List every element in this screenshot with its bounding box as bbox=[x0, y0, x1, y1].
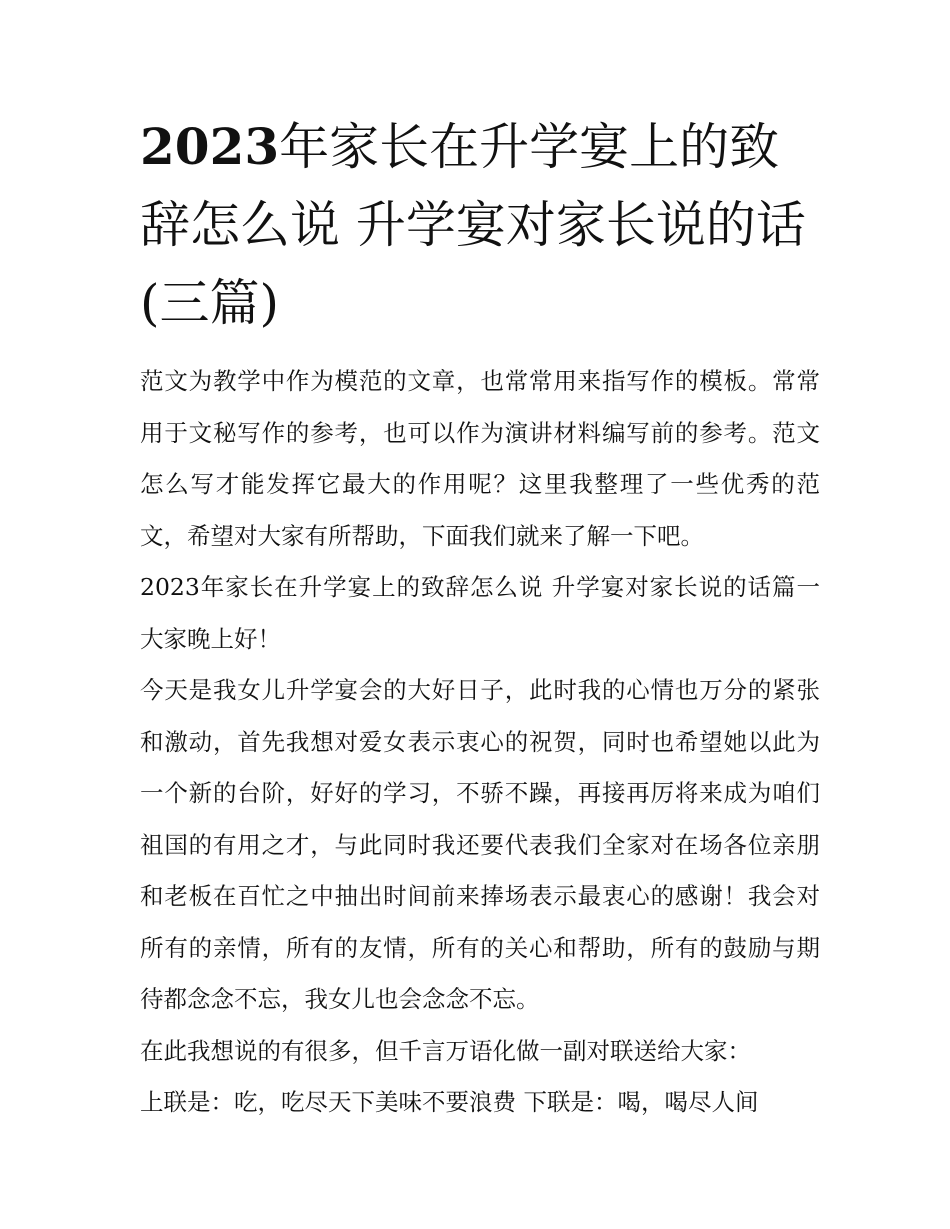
document-title bbox=[140, 108, 820, 342]
paragraph-couplet-intro: 在此我想说的有很多，但千言万语化做一副对联送给大家： bbox=[140, 1036, 751, 1065]
paragraph-intro: 范文为教学中作为模范的文章，也常常用来指写作的模板。常常用于文秘写作的参考，也可以作为演讲材料编写前的参考。范文怎么写才能发挥它最大的作用呢？这里我整理了一些优秀的范文，希望对大家有所帮助，下面我们就来了解一下吧。 bbox=[140, 367, 820, 550]
document-page bbox=[140, 108, 820, 1129]
paragraph-couplet: 上联是：吃，吃尽天下美味不要浪费 下联是：喝，喝尽人间 bbox=[140, 1088, 759, 1116]
paragraph-section-heading: 2023年家长在升学宴上的致辞怎么说 升学宴对家长说的话篇一 大家晚上好！ bbox=[140, 573, 820, 653]
title-text: 年家长在升学宴上的致辞怎么说 升学宴对家长说的话(三篇) bbox=[140, 118, 806, 332]
document-body bbox=[140, 356, 820, 1129]
paragraph-speech: 今天是我女儿升学宴会的大好日子，此时我的心情也万分的紧张和激动，首先我想对爱女表示衷心的祝贺，同时也希望她以此为一个新的台阶，好好的学习，不骄不躁，再接再厉将来成为咱们祖国的有用之才，与此同时我还要代表我们全家对在场各位亲朋和老板在百忙之中抽出时间前来捧场表示最衷心的感谢！我会对所有的亲情，所有的友情，所有的关心和帮助，所有的鼓励与期待都念念不忘，我女儿也会念念不忘。 bbox=[140, 676, 820, 1013]
title-year: 2023 bbox=[140, 117, 280, 176]
